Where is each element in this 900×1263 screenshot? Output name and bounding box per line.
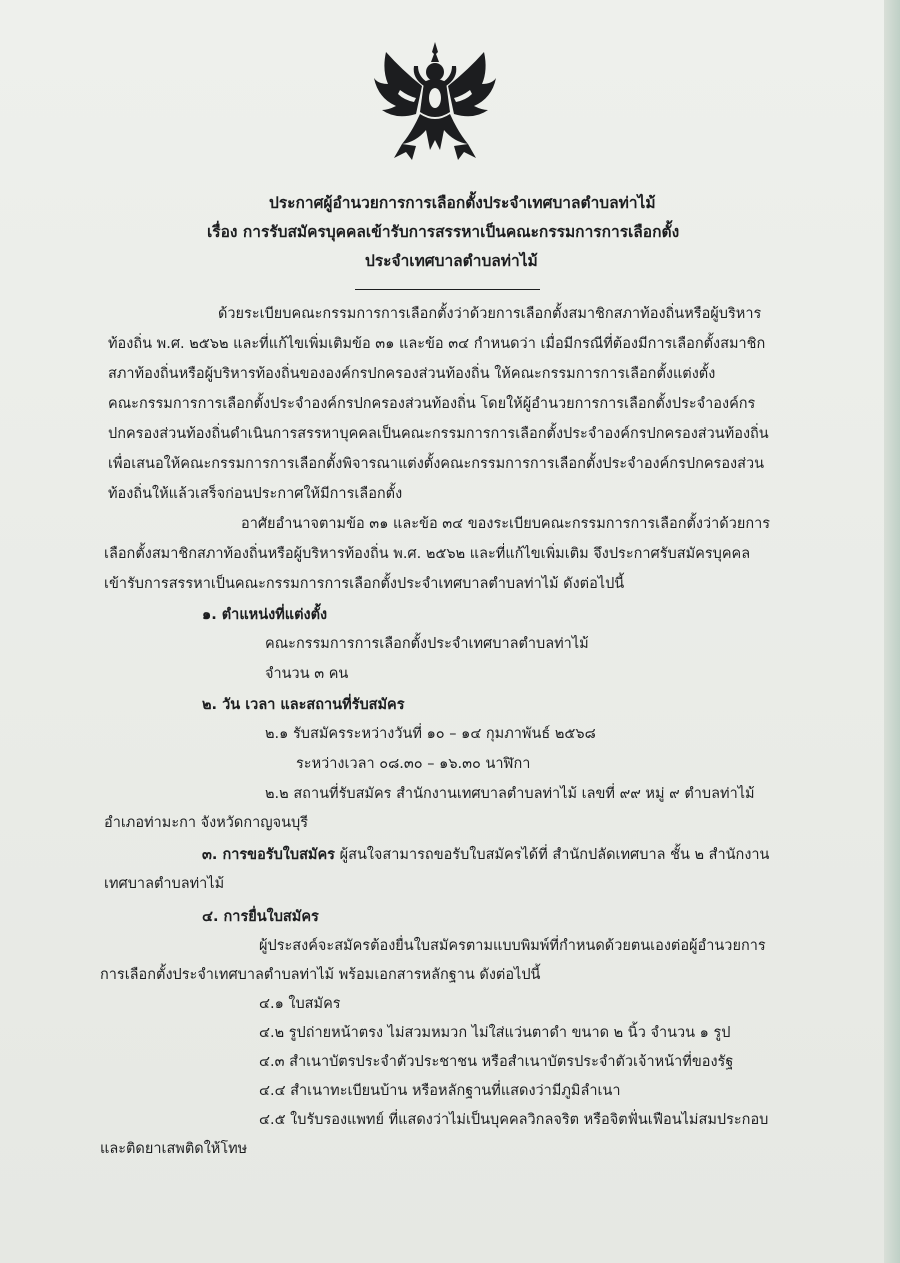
paragraph-2-line: อาศัยอำนาจตามข้อ ๓๑ และข้อ ๓๔ ของระเบียบคณะกรรมการการเลือกตั้งว่าด้วยการ (241, 516, 771, 532)
section-2-time: ระหว่างเวลา ๐๘.๓๐ – ๑๖.๓๐ นาฬิกา (296, 756, 531, 772)
section-4-intro-cont: การเลือกตั้งประจำเทศบาลตำบลท่าไม้ พร้อมเอกสารหลักฐาน ดังต่อไปนี้ (100, 967, 541, 983)
background-edge (884, 0, 900, 1263)
section-4-item: ๔.๒ รูปถ่ายหน้าตรง ไม่สวมหมวก ไม่ใส่แว่นตาดำ ขนาด ๒ นิ้ว จำนวน ๑ รูป (259, 1025, 731, 1041)
section-4-item: ๔.๓ สำเนาบัตรประจำตัวประชาชน หรือสำเนาบัตรประจำตัวเจ้าหน้าที่ของรัฐ (259, 1054, 734, 1070)
section-3-text: ผู้สนใจสามารถขอรับใบสมัครได้ที่ สำนักปลัดเทศบาล ชั้น ๒ สำนักงาน (334, 847, 770, 863)
section-4-item: ๔.๑ ใบสมัคร (259, 996, 341, 1012)
title-divider (355, 289, 540, 290)
paragraph-1-line: ท้องถิ่น พ.ศ. ๒๕๖๒ และที่แก้ไขเพิ่มเติมข้อ ๓๑ และข้อ ๓๔ กำหนดว่า เมื่อมีกรณีที่ต้องมีการเลือกตั้งสมาชิก (108, 336, 766, 352)
section-4-heading: ๔. การยื่นใบสมัคร (202, 909, 319, 925)
section-2-location-cont: อำเภอท่ามะกา จังหวัดกาญจนบุรี (104, 815, 309, 831)
announcement-title: ประกาศผู้อำนวยการการเลือกตั้งประจำเทศบาลตำบลท่าไม้ (269, 194, 656, 212)
section-2-location: ๒.๒ สถานที่รับสมัคร สำนักงานเทศบาลตำบลท่าไม้ เลขที่ ๙๙ หมู่ ๙ ตำบลท่าไม้ (265, 786, 755, 802)
section-3-text-cont: เทศบาลตำบลท่าไม้ (104, 876, 225, 892)
announcement-subject: เรื่อง การรับสมัครบุคคลเข้ารับการสรรหาเป็นคณะกรรมการการเลือกตั้ง (207, 223, 680, 241)
paragraph-1-line: เพื่อเสนอให้คณะกรรมการการเลือกตั้งพิจารณาแต่งตั้งคณะกรรมการการเลือกตั้งประจำองค์กรปกครองส่วน (108, 456, 765, 472)
section-1-count: จำนวน ๓ คน (265, 666, 349, 682)
announcement-subject-cont: ประจำเทศบาลตำบลท่าไม้ (365, 252, 538, 270)
section-4-item: ๔.๕ ใบรับรองแพทย์ ที่แสดงว่าไม่เป็นบุคคลวิกลจริต หรือจิตฟั่นเฟือนไม่สมประกอบ (259, 1112, 769, 1128)
section-1-text: คณะกรรมการการเลือกตั้งประจำเทศบาลตำบลท่าไม้ (265, 636, 589, 652)
paragraph-1-line: สภาท้องถิ่นหรือผู้บริหารท้องถิ่นขององค์กรปกครองส่วนท้องถิ่น ให้คณะกรรมการการเลือกตั้งแต่งตั้ง (108, 366, 716, 382)
section-2-dates: ๒.๑ รับสมัครระหว่างวันที่ ๑๐ – ๑๔ กุมภาพันธ์ ๒๕๖๘ (265, 726, 596, 742)
paragraph-1-line: ท้องถิ่นให้แล้วเสร็จก่อนประกาศให้มีการเลือกตั้ง (108, 486, 403, 502)
section-3-heading: ๓. การขอรับใบสมัคร (202, 847, 335, 863)
section-4-item-cont: และติดยาเสพติดให้โทษ (100, 1141, 248, 1157)
section-4-intro: ผู้ประสงค์จะสมัครต้องยื่นใบสมัครตามแบบพิมพ์ที่กำหนดด้วยตนเองต่อผู้อำนวยการ (259, 938, 766, 954)
paragraph-1-line: ปกครองส่วนท้องถิ่นดำเนินการสรรหาบุคคลเป็นคณะกรรมการการเลือกตั้งประจำองค์กรปกครองส่วนท้องถิ่น (108, 426, 769, 442)
paragraph-1-line: คณะกรรมการการเลือกตั้งประจำองค์กรปกครองส่วนท้องถิ่น โดยให้ผู้อำนวยการการเลือกตั้งประจำองค์กร (108, 396, 756, 412)
paragraph-2-line: เลือกตั้งสมาชิกสภาท้องถิ่นหรือผู้บริหารท้องถิ่น พ.ศ. ๒๕๖๒ และที่แก้ไขเพิ่มเติม จึงประกาศรับสมัครบุคคล (104, 546, 751, 562)
section-3-line (202, 845, 769, 865)
section-1-heading: ๑. ตำแหน่งที่แต่งตั้ง (202, 607, 328, 623)
paragraph-2-line: เข้ารับการสรรหาเป็นคณะกรรมการการเลือกตั้งประจำเทศบาลตำบลท่าไม้ ดังต่อไปนี้ (104, 576, 625, 592)
garuda-emblem-icon (372, 40, 498, 162)
section-2-heading: ๒. วัน เวลา และสถานที่รับสมัคร (202, 697, 405, 713)
paragraph-1-line: ด้วยระเบียบคณะกรรมการการเลือกตั้งว่าด้วยการเลือกตั้งสมาชิกสภาท้องถิ่นหรือผู้บริหาร (218, 306, 762, 322)
section-4-item: ๔.๔ สำเนาทะเบียนบ้าน หรือหลักฐานที่แสดงว่ามีภูมิลำเนา (259, 1083, 621, 1099)
